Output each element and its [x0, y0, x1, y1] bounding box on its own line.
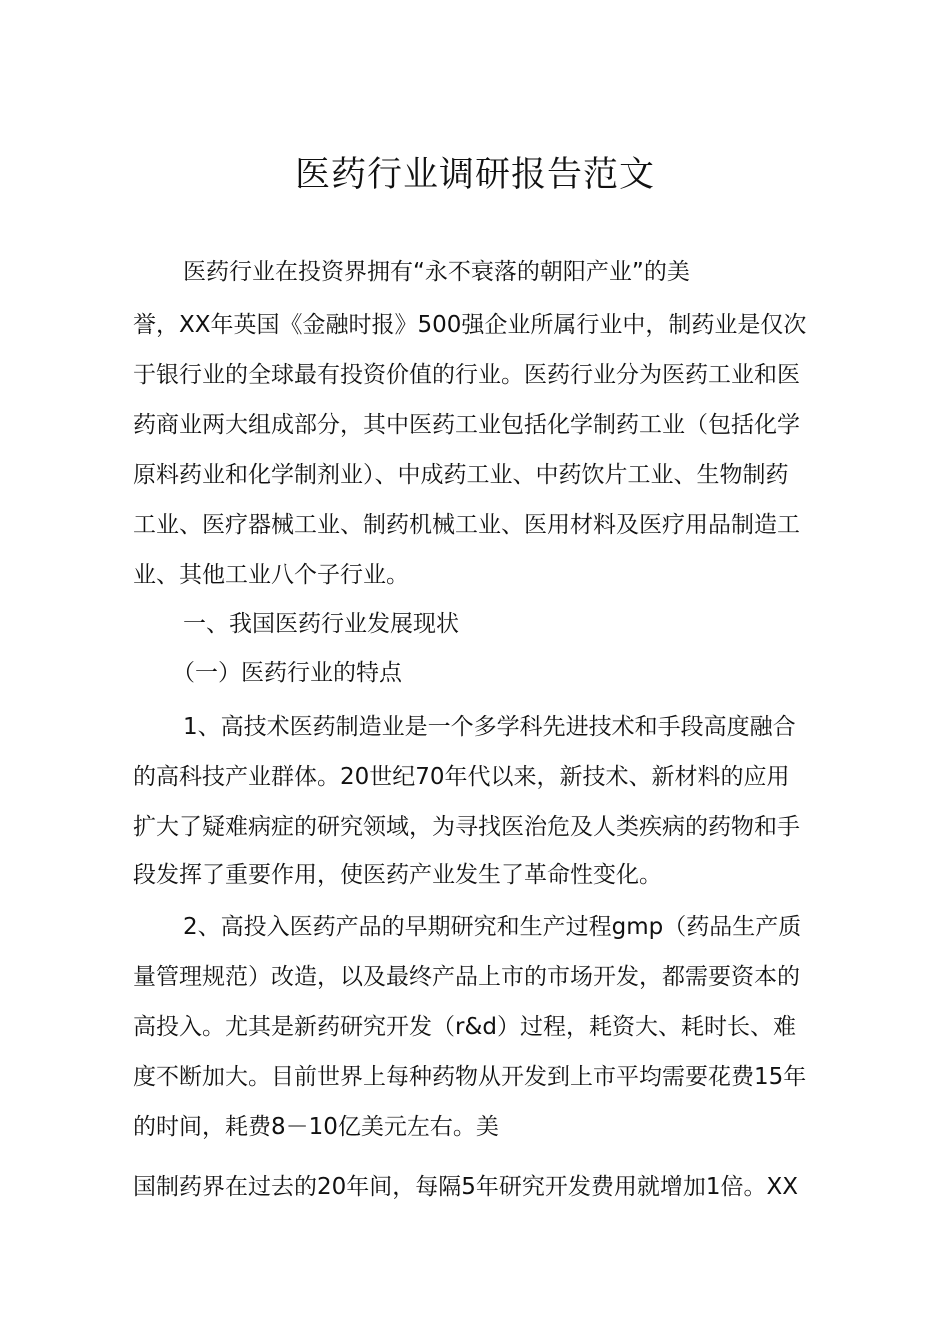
paragraph-line: 国制药界在过去的20年间，每隔5年研究开发费用就增加1倍。XX	[133, 1174, 799, 1200]
paragraph-line: 业、其他工业八个子行业。	[133, 562, 409, 588]
paragraph-line: 的高科技产业群体。20世纪70年代以来，新技术、新材料的应用	[133, 764, 790, 790]
paragraph-line: 医药行业在投资界拥有“永不衰落的朝阳产业”的美	[183, 259, 690, 285]
paragraph-line: 扩大了疑难病症的研究领域，为寻找医治危及人类疾病的药物和手	[133, 814, 800, 840]
paragraph-line: 誉，XX年英国《金融时报》500强企业所属行业中，制药业是仅次	[133, 312, 807, 338]
section-heading: 一、我国医药行业发展现状	[183, 611, 459, 637]
paragraph-line: 工业、医疗器械工业、制药机械工业、医用材料及医疗用品制造工	[133, 512, 800, 538]
paragraph-line: 段发挥了重要作用，使医药产业发生了革命性变化。	[133, 862, 662, 888]
paragraph-line: 2、高投入医药产品的早期研究和生产过程gmp（药品生产质	[183, 914, 802, 940]
subsection-heading: （一）医药行业的特点	[172, 660, 402, 686]
paragraph-line: 药商业两大组成部分，其中医药工业包括化学制药工业（包括化学	[133, 412, 800, 438]
paragraph-line: 量管理规范）改造，以及最终产品上市的市场开发，都需要资本的	[133, 964, 800, 990]
paragraph-line: 1、高技术医药制造业是一个多学科先进技术和手段高度融合	[183, 714, 796, 740]
paragraph-line: 于银行业的全球最有投资价值的行业。医药行业分为医药工业和医	[133, 362, 800, 388]
paragraph-line: 高投入。尤其是新药研究开发（r&d）过程，耗资大、耗时长、难	[133, 1014, 796, 1040]
document-title: 医药行业调研报告范文	[294, 155, 655, 195]
paragraph-line: 原料药业和化学制剂业）、中成药工业、中药饮片工业、生物制药	[133, 462, 789, 488]
paragraph-line: 的时间，耗费8－10亿美元左右。美	[133, 1114, 499, 1140]
paragraph-line: 度不断加大。目前世界上每种药物从开发到上市平均需要花费15年	[133, 1064, 807, 1090]
